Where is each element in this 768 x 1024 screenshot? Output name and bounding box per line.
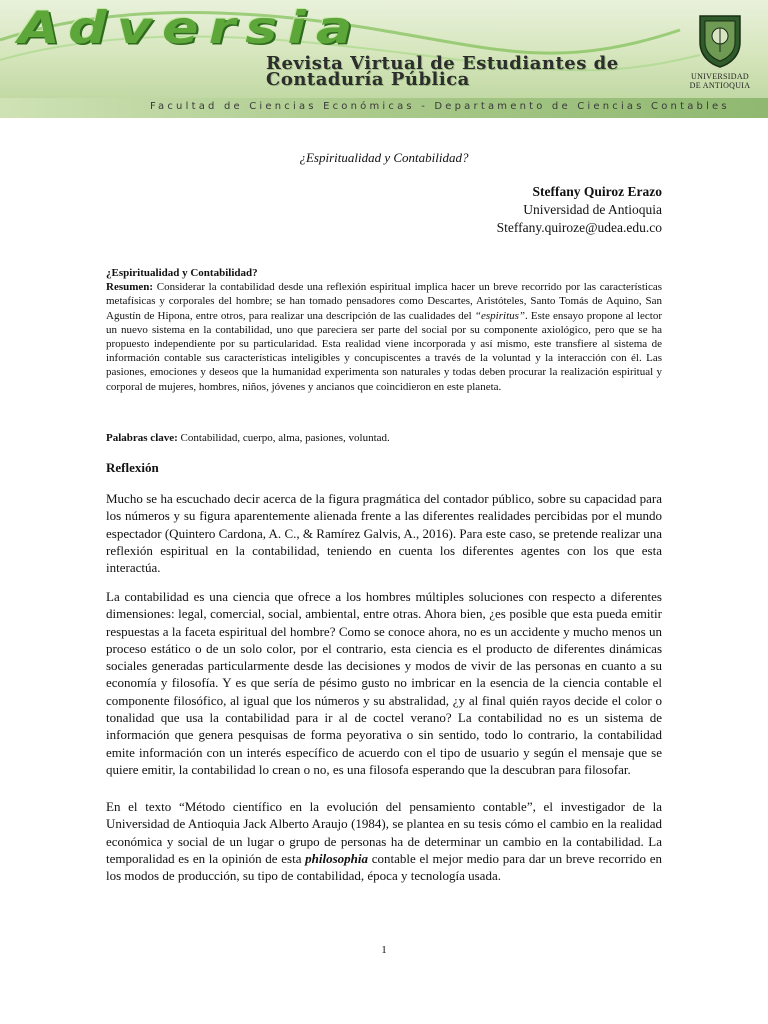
abstract-text-part2: . Este ensayo propone al lector un nuevo sistema en la contabilidad, uno que pareciera ser parte del social por su componente axiológico, pero que se ha propuesto independiente por su particularidad. Esta realidad viene incorporada y así mismo, este transfiere al sistema de información contable sus características inteligibles y concupiscentes a través de la voluntad y la interacción con él. Las pasiones, emociones y deseos que la humanidad experimenta son naturales y todas deben procurar la realización espiritual y corporal de mujeres, hombres, niños, jóvenes y ancianos que coincidieron en este planeta. <box>106 309 663 393</box>
abstract-label: Resumen: <box>106 281 154 294</box>
university-name-line2: DE ANTIOQUIA <box>689 81 751 90</box>
university-seal-icon <box>696 12 744 68</box>
keywords-label: Palabras clave: <box>106 432 178 444</box>
article-title: ¿Espiritualidad y Contabilidad? <box>299 150 469 165</box>
university-name <box>684 72 756 90</box>
paragraph-3-part2: contable el mejor medio para dar un breve recorrido en los modos de producción, su tipo de contabilidad, época y tecnología usada. <box>106 850 662 884</box>
page-number: 1 <box>381 944 387 956</box>
keywords-text: Contabilidad, cuerpo, alma, pasiones, voluntad. <box>180 432 390 444</box>
keywords <box>106 431 662 445</box>
university-name-line1: UNIVERSIDAD <box>691 72 749 81</box>
journal-title-line1: Revista Virtual de Estudiantes de <box>266 53 619 74</box>
journal-logo-word: Adversia <box>18 2 363 54</box>
body-paragraph-3 <box>106 798 662 884</box>
journal-title <box>266 53 619 90</box>
journal-banner <box>0 0 768 118</box>
author-block <box>497 183 662 237</box>
paragraph-3-part1: En el texto “Método científico en la evolución del pensamiento contable”, el investigador de la Universidad de Antioquia Jack Alberto Araujo (1984), se plantea en su tesis cómo el cambio en la realidad económica y social de un lugar o grupo de personas ha de determinar un cambio en la contabilidad. La temporalidad es en la opinión de esta <box>106 799 662 866</box>
body-paragraph-2: La contabilidad es una ciencia que ofrece a los hombres múltiples soluciones con respecto a diferentes dimensiones: legal, comercial, social, ambiental, entre otras. Ahora bien, ¿es posible que esta pueda emitir respuestas a la faceta espiritual del hombre? Como se conoce ahora, no es un accidente y mucho menos un proceso estático o de un solo color, por el contrario, esta ciencia es el producto de diferentes dinámicas sociales generadas particularmente desde las decisiones y modos de vivir de las personas en cuanto a su economía y filosofía. Y es que sería de pésimo gusto no imbricar en la esencia de la ciencia contable el componente filosófico, al igual que los números y su abstralidad, ¿y al final quién rayos decide el color o tonalidad que usa la contabilidad para ir al de coctel verano? La contabilidad no es un sistema de información que genera pesquisas de forma peyorativa o sin sentido, todo lo contrario, la contabilidad emite información con un interés específico de acuerdo con el tipo de usuario y según el mensaje que se quiere emitir, la contabilidad lo crean o no, es una filosofa esperando que la descubran para filosofar. <box>106 589 662 777</box>
journal-title-line2: Contaduría Pública <box>266 69 470 90</box>
abstract-text-part1: Considerar la contabilidad desde una reflexión espiritual implica hacer un breve recorrido por las características metafísicas y corporales del hombre; se han tomado pensadores como Descartes, Aristóteles, Santo Tomás de Aquino, San Agustín de Hipona, entre otros, para realizar una descripción de las cualidades del <box>106 281 662 322</box>
faculty-line: Facultad de Ciencias Económicas - Departamento de Ciencias Contables <box>150 101 730 112</box>
author-affiliation: Universidad de Antioquia <box>523 202 662 217</box>
author-email: Steffany.quiroze@udea.edu.co <box>496 220 662 235</box>
paragraph-3-emphasis: philosophia <box>305 850 369 866</box>
author-name: Steffany Quiroz Erazo <box>532 184 662 199</box>
abstract-heading: ¿Espiritualidad y Contabilidad? <box>106 267 258 279</box>
section-heading: Reflexión <box>106 460 159 475</box>
body-paragraph-1: Mucho se ha escuchado decir acerca de la figura pragmática del contador público, sobre su capacidad para los números y su figura aparentemente alienada frente a las diferentes realidades percibidas por el mundo espectador (Quintero Cardona, A. C., & Ramírez Galvis, A., 2016). Para este caso, se pretende realizar una reflexión espiritual en la contabilidad, teniendo en cuenta los diferentes agentes con los que esta interactúa. <box>106 491 662 576</box>
abstract <box>106 266 662 394</box>
abstract-italic-term: “espiritus” <box>474 309 526 322</box>
